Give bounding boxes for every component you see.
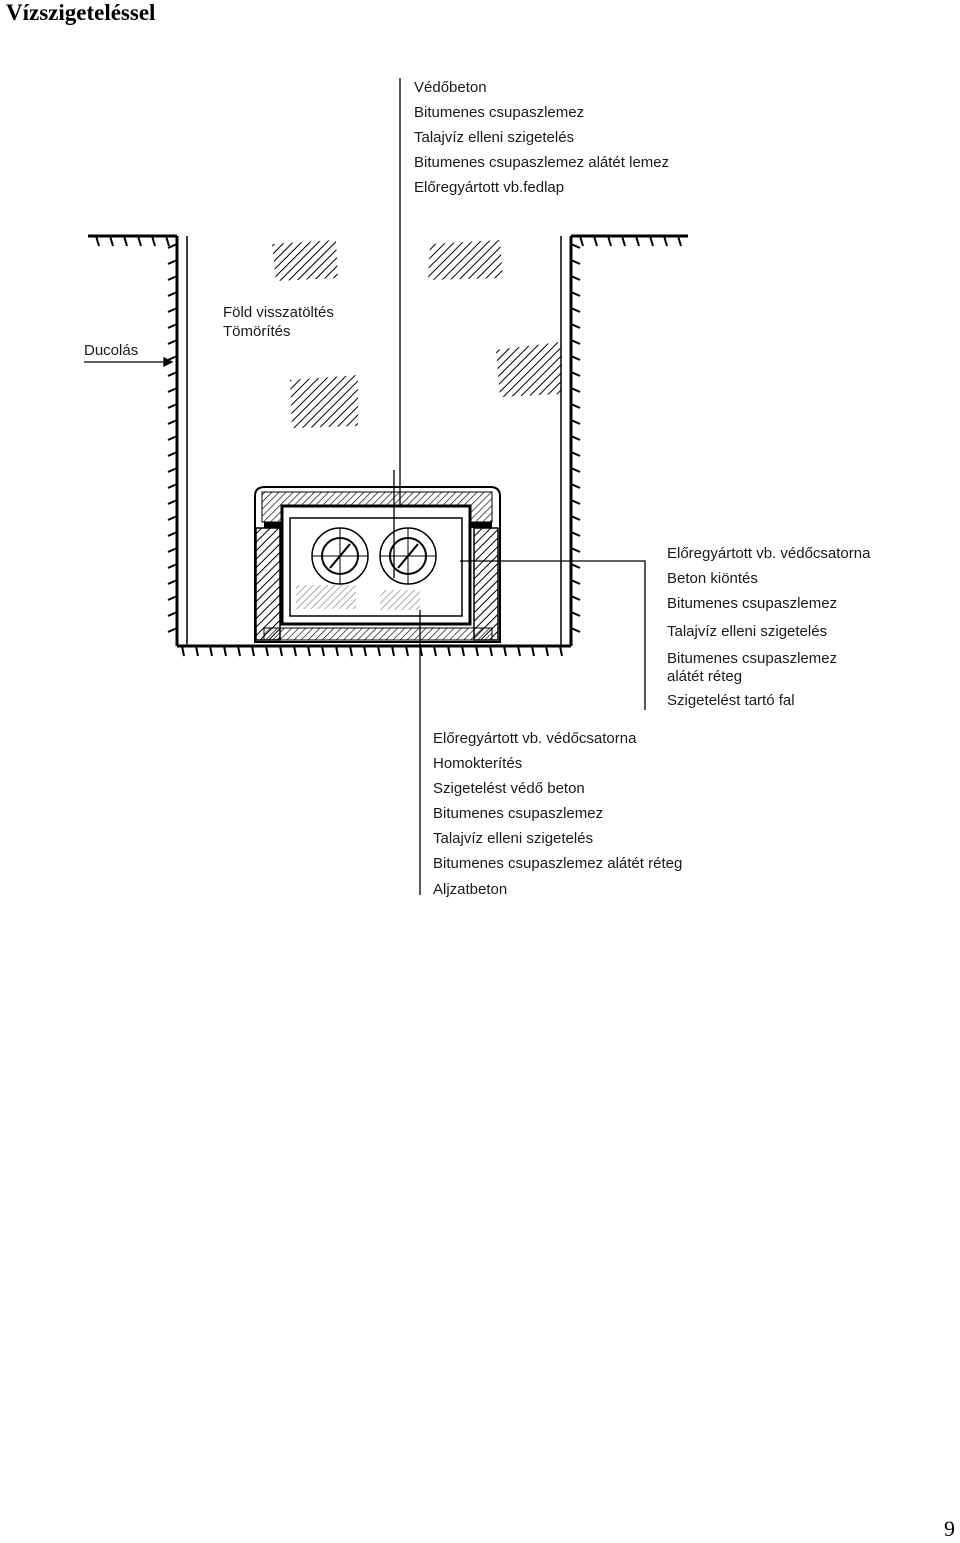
- label-fedlap: Előregyártott vb.fedlap: [414, 179, 565, 196]
- protective-channel: [255, 487, 500, 642]
- label-homokterites: Homokterítés: [433, 755, 523, 772]
- cable-pipe-left: [312, 528, 368, 584]
- label-group-bottom: [433, 730, 682, 898]
- label-bitumenes-right: Bitumenes csupaszlemez: [667, 595, 838, 612]
- label-talajviz-top: Talajvíz elleni szigetelés: [414, 129, 575, 146]
- label-beton-kiontes: Beton kiöntés: [667, 570, 758, 587]
- label-vedocsatorna-bottom: Előregyártott vb. védőcsatorna: [433, 730, 637, 747]
- label-bitumenes-bottom: Bitumenes csupaszlemez: [433, 805, 604, 822]
- label-ducolas: Ducolás: [84, 342, 139, 359]
- cable-pipe-right: [380, 528, 436, 584]
- label-alatet-reteg-bottom: Bitumenes csupaszlemez alátét réteg: [433, 855, 683, 872]
- label-group-top: [414, 79, 669, 196]
- label-aljzatbeton: Aljzatbeton: [433, 881, 508, 898]
- label-vedo-beton: Szigetelést védő beton: [433, 780, 585, 797]
- label-talajviz-bottom: Talajvíz elleni szigetelés: [433, 830, 594, 847]
- trench-bottom: [177, 646, 571, 656]
- page-number: 9: [944, 1516, 955, 1541]
- label-talajviz-right: Talajvíz elleni szigetelés: [667, 623, 828, 640]
- label-bitumenes-csupaszlemez-top: Bitumenes csupaszlemez: [414, 104, 585, 121]
- label-vedocsatorna-right: Előregyártott vb. védőcsatorna: [667, 545, 871, 562]
- label-fold-visszatoltes: Föld visszatöltés: [223, 304, 334, 321]
- label-alatet-reteg-right: alátét réteg: [667, 668, 743, 685]
- label-group-right: [667, 545, 871, 709]
- label-bitumenes-right-2: Bitumenes csupaszlemez: [667, 650, 838, 667]
- page-title: Vízszigeteléssel: [6, 0, 156, 25]
- label-vedobeton: Védőbeton: [414, 79, 487, 96]
- backfill-hatching: [272, 240, 562, 428]
- label-alatet-lemez: Bitumenes csupaszlemez alátét lemez: [414, 154, 670, 171]
- label-tarto-fal: Szigetelést tartó fal: [667, 692, 795, 709]
- label-tomorites: Tömörítés: [223, 323, 291, 340]
